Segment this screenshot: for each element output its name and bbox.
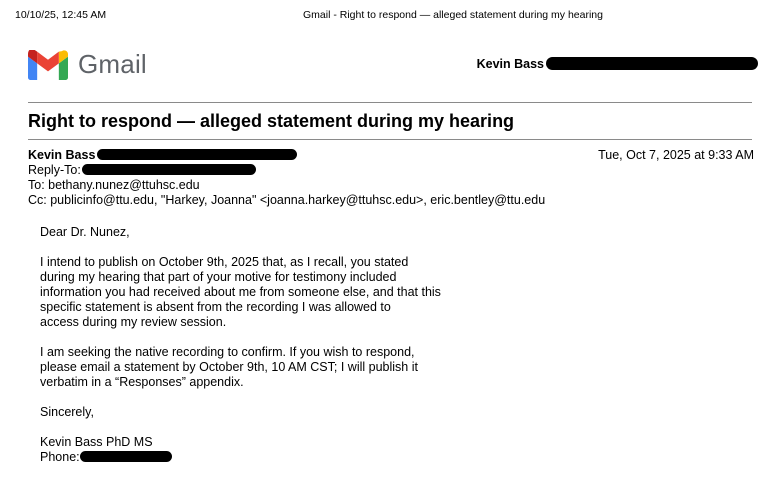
account-email-redaction [546,57,758,70]
gmail-wordmark: Gmail [78,49,147,79]
account-identity [477,57,758,71]
to-line: To: bethany.nunez@ttuhsc.edu [28,178,200,192]
sender-email-redaction [97,149,297,160]
print-header [0,9,774,23]
gmail-m-icon [28,50,68,80]
print-page-title: Gmail - Right to respond — alleged statement during my hearing [303,9,603,21]
phone-redaction [80,451,172,462]
divider-bottom [28,139,752,140]
divider-top [28,102,752,103]
account-name: Kevin Bass [476,57,544,71]
signature-phone [40,450,480,465]
sender-name: Kevin Bass [28,148,96,162]
print-datetime: 10/10/25, 12:45 AM [15,9,107,21]
sender-line [28,148,754,162]
cc-line: Cc: publicinfo@ttu.edu, "Harkey, Joanna" <joanna.harkey@ttuhsc.edu>, eric.bentley@ttu.edu [28,193,546,207]
phone-label: Phone: [40,450,80,464]
signature [40,435,480,465]
email-body [40,225,480,465]
reply-to-redaction [82,164,256,175]
body-paragraph: I intend to publish on October 9th, 2025 that, as I recall, you stated during my hearing that part of your motive for testimony included information you had received about me from someone else, and that this specific statement is absent from the recording I was allowed to access during my review session. [40,255,441,329]
signature-name: Kevin Bass PhD MS [40,435,153,449]
gmail-header [28,48,758,82]
reply-to-line [28,163,754,177]
greeting: Dear Dr. Nunez, [40,225,130,239]
sent-date: Tue, Oct 7, 2025 at 9:33 AM [598,148,754,162]
email-subject: Right to respond — alleged statement during my hearing [28,111,515,131]
reply-to-label: Reply-To: [28,163,81,177]
body-paragraph: I am seeking the native recording to confirm. If you wish to respond, please email a statement by October 9th, 10 AM CST; I will publish it verbatim in a “Responses” appendix. [40,345,418,389]
closing: Sincerely, [40,405,94,419]
